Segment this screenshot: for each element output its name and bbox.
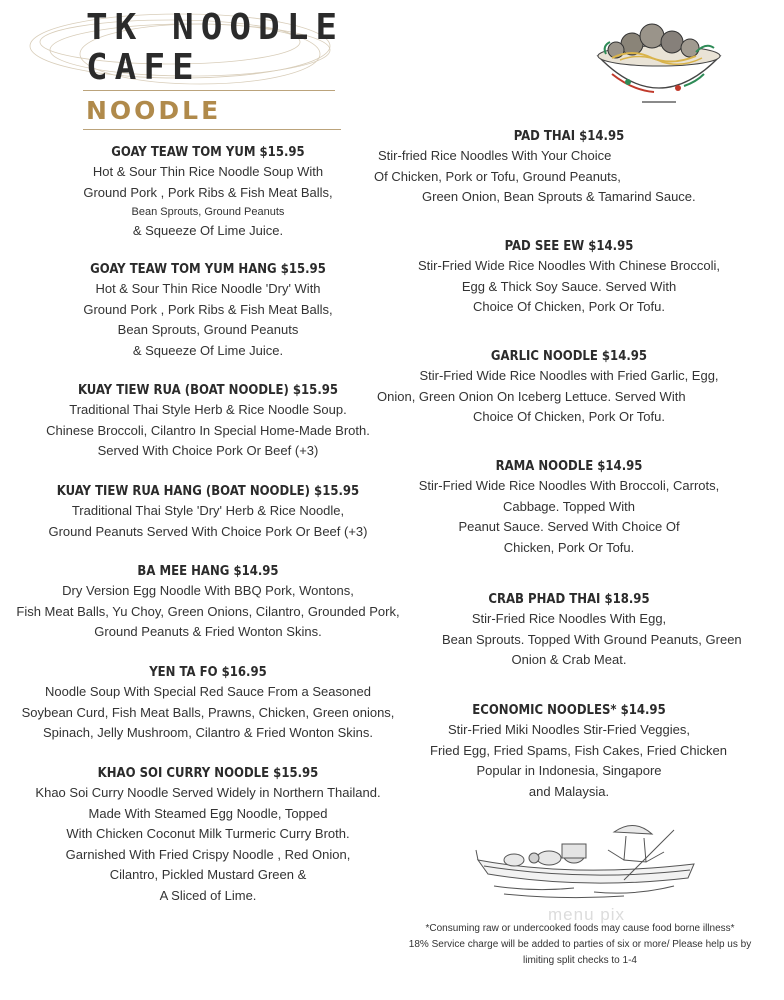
item-description-line: & Squeeze Of Lime Juice.: [132, 223, 284, 238]
item-description-line: Noodle Soup With Special Red Sauce From a Seasoned: [45, 684, 371, 699]
menu-item-pad-thai: [372, 128, 766, 208]
item-description-line: Dry Version Egg Noodle With BBQ Pork, Wontons,: [62, 583, 354, 598]
item-description-line: Spinach, Jelly Mushroom, Cilantro & Fried Wonton Skins.: [43, 725, 373, 740]
item-description-line: Ground Pork , Pork Ribs & Fish Meat Balls,: [83, 301, 333, 317]
menu-item-kuay-tiew-rua-hang: [10, 483, 406, 542]
item-description-line: Ground Peanuts & Fried Wonton Skins.: [94, 624, 322, 639]
item-description-line: With Chicken Coconut Milk Turmeric Curry Broth.: [66, 826, 350, 841]
item-description-line: Fried Egg, Fried Spams, Fish Cakes, Fried Chicken: [430, 742, 727, 758]
restaurant-name-line2: CAFE: [86, 47, 201, 88]
item-description-line: Made With Steamed Egg Noodle, Topped: [88, 805, 328, 821]
item-description-line: Ground Pork , Pork Ribs & Fish Meat Balls,: [83, 184, 333, 200]
item-description-line: Cabbage. Topped With: [502, 498, 636, 514]
item-description-line: Fish Meat Balls, Yu Choy, Green Onions, Cilantro, Grounded Pork,: [16, 603, 400, 619]
item-description-line: Traditional Thai Style 'Dry' Herb & Rice Noodle,: [71, 503, 345, 518]
item-description-line: Of Chicken, Pork or Tofu, Ground Peanuts,: [374, 168, 621, 184]
item-description-line: Bean Sprouts. Topped With Ground Peanuts, Green: [442, 631, 742, 647]
item-description-line: Garnished With Fried Crispy Noodle , Red Onion,: [65, 846, 351, 862]
item-description-line: Choice Of Chicken, Pork Or Tofu.: [473, 299, 665, 314]
item-description-line: Stir-Fried Rice Noodles With Egg,: [471, 611, 667, 626]
item-description-line: Choice Of Chicken, Pork Or Tofu.: [473, 409, 665, 424]
item-description-line: Chinese Broccoli, Cilantro In Special Home-Made Broth.: [46, 422, 370, 438]
item-name: PAD THAI $14.95: [513, 129, 625, 144]
menu-item-garlic-noodle: [372, 348, 766, 428]
item-description-line: Stir-fried Rice Noodles With Your Choice: [378, 148, 612, 163]
item-name: BA MEE HANG $14.95: [137, 564, 279, 579]
item-description-line: Hot & Sour Thin Rice Noodle 'Dry' With: [95, 281, 321, 296]
split-checks-notice: limiting split checks to 1-4: [523, 955, 637, 966]
item-description-line: Peanut Sauce. Served With Choice Of: [458, 519, 680, 534]
menu-item-khao-soi-curry-noodle: [10, 765, 406, 906]
food-safety-notice: *Consuming raw or undercooked foods may cause food borne illness*: [425, 923, 735, 934]
item-description-line: and Malaysia.: [528, 783, 610, 799]
item-name: PAD SEE EW $14.95: [504, 239, 634, 254]
item-description-line: Chicken, Pork Or Tofu.: [503, 539, 635, 555]
item-description-line: Served With Choice Pork Or Beef (+3): [97, 443, 319, 458]
item-description-line: Ground Peanuts Served With Choice Pork Or Beef (+3): [48, 523, 368, 539]
item-description-line: Stir-Fried Wide Rice Noodles with Fried Garlic, Egg,: [419, 368, 719, 383]
item-description-line: Onion, Green Onion On Iceberg Lettuce. Served With: [377, 388, 686, 404]
item-name: CRAB PHAD THAI $18.95: [488, 592, 650, 607]
item-name: ECONOMIC NOODLES* $14.95: [472, 703, 666, 718]
item-description-line: Cilantro, Pickled Mustard Green &: [109, 867, 307, 882]
item-description-line: Popular in Indonesia, Singapore: [476, 763, 662, 778]
item-description-line: Stir-Fried Wide Rice Noodles With Broccoli, Carrots,: [418, 478, 720, 493]
item-name: KHAO SOI CURRY NOODLE $15.95: [97, 766, 319, 781]
item-name: RAMA NOODLE $14.95: [495, 459, 643, 474]
item-description-line: Bean Sprouts, Ground Peanuts: [117, 322, 299, 337]
menu-item-goay-teaw-tom-yum: [10, 144, 406, 242]
item-description-line: Soybean Curd, Fish Meat Balls, Prawns, Chicken, Green onions,: [21, 704, 395, 720]
item-description-line: Hot & Sour Thin Rice Noodle Soup With: [92, 164, 324, 179]
item-description-line: A Sliced of Lime.: [159, 887, 257, 903]
watermark: menu pix: [548, 905, 625, 924]
item-description-line: Bean Sprouts, Ground Peanuts: [131, 206, 285, 218]
item-description-line: Stir-Fried Miki Noodles Stir-Fried Veggies,: [447, 722, 691, 737]
noodle-bowl-illustration: [592, 12, 726, 108]
item-description-line: Egg & Thick Soy Sauce. Served With: [461, 278, 677, 294]
item-description-line: Stir-Fried Wide Rice Noodles With Chinese Broccoli,: [418, 258, 720, 273]
menu-item-economic-noodles: [372, 702, 766, 802]
item-name: GOAY TEAW TOM YUM HANG $15.95: [90, 262, 326, 277]
item-name: YEN TA FO $16.95: [149, 665, 267, 680]
item-name: GOAY TEAW TOM YUM $15.95: [111, 145, 305, 160]
service-charge-notice: 18% Service charge will be added to parties of six or more/ Please help us by: [408, 939, 752, 950]
item-description-line: Traditional Thai Style Herb & Rice Noodle Soup.: [69, 402, 347, 417]
item-description-line: Green Onion, Bean Sprouts & Tamarind Sauce.: [422, 189, 696, 204]
menu-item-yen-ta-fo: [10, 664, 406, 744]
item-name: GARLIC NOODLE $14.95: [490, 349, 648, 364]
section-title-noodle: NOODLE: [86, 96, 222, 125]
item-name: KUAY TIEW RUA HANG (BOAT NOODLE) $15.95: [56, 484, 360, 499]
title-divider: [83, 90, 335, 91]
menu-item-crab-phad-thai: [372, 591, 766, 671]
section-divider: [83, 129, 341, 130]
floating-market-boat-illustration: [474, 820, 700, 902]
menu-item-pad-see-ew: [372, 238, 766, 318]
menu-item-ba-mee-hang: [10, 563, 406, 643]
menu-item-goay-teaw-tom-yum-hang: [10, 261, 406, 361]
item-description-line: & Squeeze Of Lime Juice.: [132, 342, 284, 358]
restaurant-name-line1: TK NOODLE: [86, 7, 345, 48]
menu-item-rama-noodle: [372, 458, 766, 558]
menu-item-kuay-tiew-rua: [10, 382, 406, 462]
item-name: KUAY TIEW RUA (BOAT NOODLE) $15.95: [77, 383, 339, 398]
item-description-line: Onion & Crab Meat.: [511, 652, 627, 667]
item-description-line: Khao Soi Curry Noodle Served Widely in Northern Thailand.: [35, 785, 381, 800]
